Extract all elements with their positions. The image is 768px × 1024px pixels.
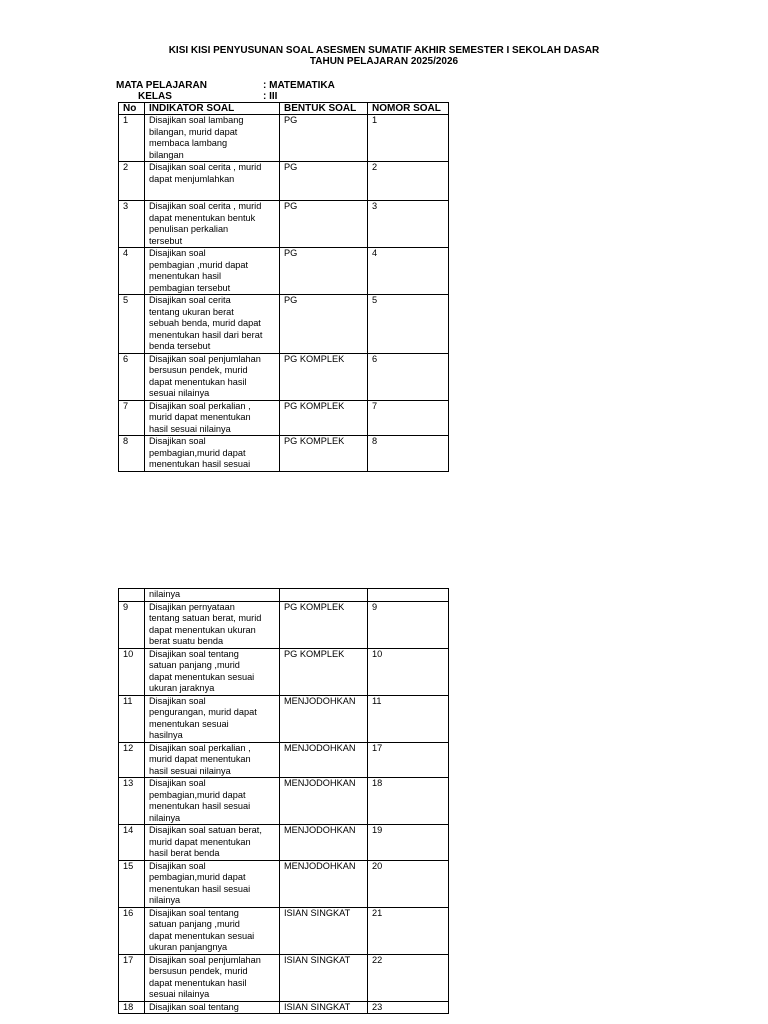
- cell-bentuk: PG KOMPLEK: [280, 436, 368, 472]
- cell-indikator: Disajikan soal tentang satuan panjang ,murid dapat menentukan sesuai ukuran panjangnya: [145, 907, 280, 954]
- cell-no: 8: [119, 436, 145, 472]
- cell-nomor: 7: [368, 400, 449, 436]
- cell-bentuk: MENJODOHKAN: [280, 695, 368, 742]
- cell-bentuk: PG: [280, 295, 368, 354]
- cell-nomor: 21: [368, 907, 449, 954]
- header-bentuk: BENTUK SOAL: [280, 103, 368, 115]
- subject-value: : MATEMATIKA: [263, 80, 335, 91]
- class-value: : III: [263, 91, 278, 102]
- cell-nomor: 19: [368, 825, 449, 861]
- table-row: [119, 954, 449, 1001]
- table-row: [119, 400, 449, 436]
- cell-indikator: Disajikan soal tentang: [145, 1001, 280, 1014]
- table-row: [119, 353, 449, 400]
- cell-bentuk: ISIAN SINGKAT: [280, 907, 368, 954]
- cell-bentuk: PG: [280, 115, 368, 162]
- cell-no: 5: [119, 295, 145, 354]
- cell-no: 4: [119, 248, 145, 295]
- table-row: [119, 778, 449, 825]
- cell-indikator: Disajikan soal pembagian,murid dapat menentukan hasil sesuai: [145, 436, 280, 472]
- cell-no: 17: [119, 954, 145, 1001]
- cell-bentuk: PG: [280, 201, 368, 248]
- header-nomor: NOMOR SOAL: [368, 103, 449, 115]
- grid-table-2: [118, 588, 449, 1014]
- cell-nomor: 17: [368, 742, 449, 778]
- cell-no: 1: [119, 115, 145, 162]
- table-row: [119, 248, 449, 295]
- cell-nomor: 6: [368, 353, 449, 400]
- table-row: [119, 1001, 449, 1014]
- cell-no: 2: [119, 162, 145, 201]
- table-row: [119, 436, 449, 472]
- cell-no: 3: [119, 201, 145, 248]
- header-row: [119, 103, 449, 115]
- cell-no: 6: [119, 353, 145, 400]
- cell-no: 13: [119, 778, 145, 825]
- cell-nomor: 20: [368, 860, 449, 907]
- cell-no: 10: [119, 648, 145, 695]
- cell-nomor: 4: [368, 248, 449, 295]
- cell-nomor: 2: [368, 162, 449, 201]
- cell-bentuk: PG KOMPLEK: [280, 648, 368, 695]
- cell-nomor: 10: [368, 648, 449, 695]
- cell-bentuk: MENJODOHKAN: [280, 742, 368, 778]
- cell-no: 14: [119, 825, 145, 861]
- subject-label: MATA PELAJARAN: [116, 80, 207, 91]
- cell-no: 18: [119, 1001, 145, 1014]
- table-row: [119, 295, 449, 354]
- cell-indikator: Disajikan soal pembagian,murid dapat menentukan hasil sesuai nilainya: [145, 778, 280, 825]
- cell-no: 9: [119, 601, 145, 648]
- cell-indikator: Disajikan soal penjumlahan bersusun pendek, murid dapat menentukan hasil sesuai nilainya: [145, 954, 280, 1001]
- cell-no: 15: [119, 860, 145, 907]
- cell-bentuk: MENJODOHKAN: [280, 860, 368, 907]
- cell-indikator: Disajikan soal pembagian ,murid dapat menentukan hasil pembagian tersebut: [145, 248, 280, 295]
- cell-nomor: 22: [368, 954, 449, 1001]
- cell-no: 16: [119, 907, 145, 954]
- cell-bentuk: PG KOMPLEK: [280, 601, 368, 648]
- cell-indikator: Disajikan soal tentang satuan panjang ,murid dapat menentukan sesuai ukuran jaraknya: [145, 648, 280, 695]
- cell-bentuk: PG: [280, 162, 368, 201]
- cell-indikator: Disajikan soal satuan berat, murid dapat menentukan hasil berat benda: [145, 825, 280, 861]
- header-no: No: [119, 103, 145, 115]
- table-row: [119, 201, 449, 248]
- cell-bentuk: MENJODOHKAN: [280, 778, 368, 825]
- cell-bentuk: PG: [280, 248, 368, 295]
- table-row: [119, 742, 449, 778]
- document-subtitle: TAHUN PELAJARAN 2025/2026: [309, 56, 459, 67]
- cell-indikator: Disajikan soal pengurangan, murid dapat menentukan sesuai hasilnya: [145, 695, 280, 742]
- cell-indikator: nilainya: [145, 589, 280, 602]
- cell-nomor: 23: [368, 1001, 449, 1014]
- table-row: [119, 601, 449, 648]
- cell-nomor: [368, 589, 449, 602]
- table-row: [119, 589, 449, 602]
- cell-bentuk: PG KOMPLEK: [280, 400, 368, 436]
- cell-indikator: Disajikan soal cerita tentang ukuran berat sebuah benda, murid dapat menentukan hasil dari berat benda tersebut: [145, 295, 280, 354]
- class-label: KELAS: [138, 91, 172, 102]
- cell-nomor: 5: [368, 295, 449, 354]
- header-indikator: INDIKATOR SOAL: [145, 103, 280, 115]
- table-row: [119, 115, 449, 162]
- cell-indikator: Disajikan pernyataan tentang satuan berat, murid dapat menentukan ukuran berat suatu benda: [145, 601, 280, 648]
- cell-no: 7: [119, 400, 145, 436]
- table-row: [119, 907, 449, 954]
- cell-nomor: 18: [368, 778, 449, 825]
- cell-no: [119, 589, 145, 602]
- cell-indikator: Disajikan soal cerita , murid dapat menentukan bentuk penulisan perkalian tersebut: [145, 201, 280, 248]
- cell-nomor: 9: [368, 601, 449, 648]
- table-row: [119, 860, 449, 907]
- cell-indikator: Disajikan soal perkalian , murid dapat menentukan hasil sesuai nilainya: [145, 742, 280, 778]
- cell-indikator: Disajikan soal pembagian,murid dapat menentukan hasil sesuai nilainya: [145, 860, 280, 907]
- cell-indikator: Disajikan soal perkalian , murid dapat menentukan hasil sesuai nilainya: [145, 400, 280, 436]
- cell-no: 12: [119, 742, 145, 778]
- cell-bentuk: ISIAN SINGKAT: [280, 1001, 368, 1014]
- cell-bentuk: MENJODOHKAN: [280, 825, 368, 861]
- cell-bentuk: ISIAN SINGKAT: [280, 954, 368, 1001]
- grid-table-1: [118, 102, 449, 472]
- cell-indikator: Disajikan soal lambang bilangan, murid dapat membaca lambang bilangan: [145, 115, 280, 162]
- table-row: [119, 695, 449, 742]
- cell-bentuk: [280, 589, 368, 602]
- cell-nomor: 3: [368, 201, 449, 248]
- cell-nomor: 11: [368, 695, 449, 742]
- cell-nomor: 8: [368, 436, 449, 472]
- table-row: [119, 162, 449, 201]
- table-row: [119, 648, 449, 695]
- cell-indikator: Disajikan soal penjumlahan bersusun pendek, murid dapat menentukan hasil sesuai nilainya: [145, 353, 280, 400]
- cell-bentuk: PG KOMPLEK: [280, 353, 368, 400]
- cell-no: 11: [119, 695, 145, 742]
- table-row: [119, 825, 449, 861]
- document-title: KISI KISI PENYUSUNAN SOAL ASESMEN SUMATIF AKHIR SEMESTER I SEKOLAH DASAR: [168, 45, 600, 56]
- cell-indikator: Disajikan soal cerita , murid dapat menjumlahkan: [145, 162, 280, 201]
- cell-nomor: 1: [368, 115, 449, 162]
